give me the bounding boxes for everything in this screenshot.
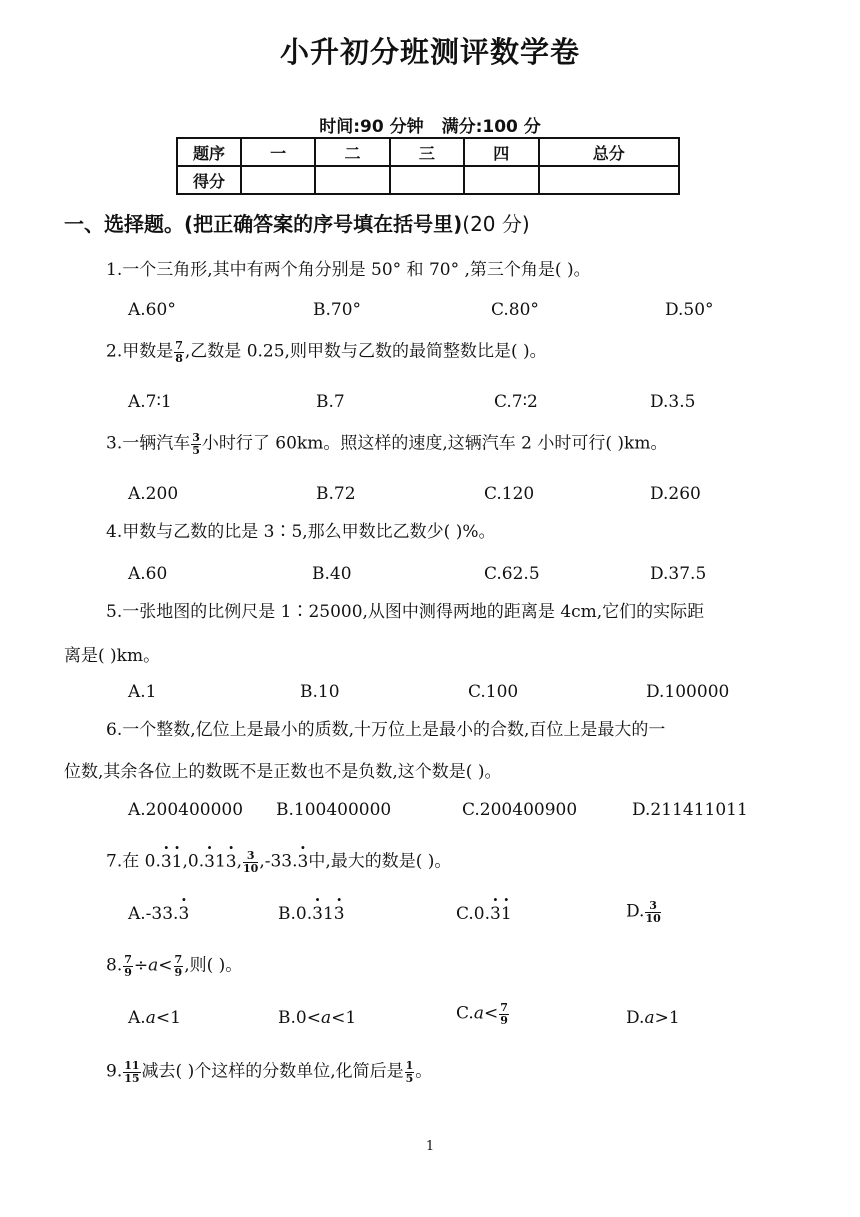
q3-option-a[interactable]: A.200 [128,484,179,504]
q1-option-a[interactable]: A.60° [128,300,176,320]
q2-text-post: ,乙数是 0.25,则甲数与乙数的最简整数比是( )。 [184,341,547,362]
q2-option-d[interactable]: D.3.5 [650,392,696,412]
exam-full-score: 满分:100 分 [441,117,541,137]
page-number: 1 [425,1139,435,1154]
q8-operator: ÷ [133,955,149,976]
fraction [499,1002,509,1026]
score-cell-header: 一 [241,138,315,166]
q8-text-pre: 8. [106,955,123,976]
question-5-line-1: 5.一张地图的比例尺是 1∶25000,从图中测得两地的距离是 4cm,它们的实际距 [106,602,705,622]
question-6-line-2: 位数,其余各位上的数既不是正数也不是负数,这个数是( )。 [64,762,502,782]
exam-info [0,112,860,137]
q5-option-b[interactable]: B.10 [300,682,340,702]
q1-option-c[interactable]: C.80° [491,300,539,320]
q3-option-c[interactable]: C.120 [484,484,535,504]
q9-text-mid: 减去( )个这样的分数单位,化简后是 [141,1061,404,1082]
score-cell-blank[interactable] [539,166,680,194]
repeating-digit: · 3 [312,904,323,924]
fraction-numerator: 7 [175,339,183,352]
repeating-digit: · 1 [501,904,512,924]
q8-operator: < [158,955,173,976]
repeating-digit: · 1 [172,852,183,872]
q9-text-pre: 9. [106,1061,123,1082]
q2-text-pre: 2.甲数是 [106,341,174,362]
fraction-numerator: 11 [124,1059,140,1072]
fraction [174,954,184,978]
score-cell-blank[interactable] [464,166,538,194]
q6-option-d[interactable]: D.211411011 [632,800,748,820]
exam-time: 时间:90 分钟 [319,117,424,137]
option-text: C. [456,1003,474,1024]
question-8 [106,954,242,978]
fraction [191,432,201,456]
option-variable: a [145,1008,156,1028]
q1-option-b[interactable]: B.70° [313,300,362,320]
option-operator: < [483,1003,499,1024]
q3-text-post: 小时行了 60km。照这样的速度,这辆汽车 2 小时可行( )km。 [201,433,668,454]
q7-separator: ,0. [182,851,205,872]
q2-option-b[interactable]: B.7 [316,392,345,412]
section-title: 一、选择题。(把正确答案的序号填在括号里) [64,212,463,236]
fraction [174,340,184,364]
q6-option-b[interactable]: B.100400000 [276,800,392,820]
score-table-header-row [177,138,679,166]
q2-option-c[interactable]: C.7∶2 [494,392,538,412]
q8-option-d[interactable] [626,1008,680,1028]
option-digit: 1 [322,904,334,924]
score-cell-blank[interactable] [315,166,389,194]
q3-option-b[interactable]: B.72 [316,484,356,504]
question-6-line-1: 6.一个整数,亿位上是最小的质数,十万位上是最小的合数,百位上是最大的一 [106,720,666,740]
repeating-digit: · 3 [178,904,189,924]
section-points: (20 分) [462,212,530,236]
option-text: B.0. [278,904,313,924]
option-text: C.0. [456,904,491,924]
fraction-denominator: 5 [192,443,200,457]
score-cell-header: 三 [390,138,464,166]
option-text: D. [626,901,645,922]
fraction [123,1060,140,1084]
fraction [645,900,660,924]
question-1: 1.一个三角形,其中有两个角分别是 50° 和 70° ,第三个角是( )。 [106,260,591,280]
fraction-denominator: 8 [175,351,183,365]
q6-option-a[interactable]: A.200400000 [128,800,244,820]
score-cell-header: 总分 [539,138,680,166]
fraction-numerator: 3 [243,850,258,863]
question-9 [106,1060,432,1084]
question-4: 4.甲数与乙数的比是 3∶5,那么甲数比乙数少( )%。 [106,522,496,542]
q7-text-pre: 7.在 0. [106,851,161,872]
q9-text-post: 。 [415,1061,433,1082]
score-cell-blank[interactable] [390,166,464,194]
q2-option-a[interactable]: A.7∶1 [128,392,172,412]
fraction-numerator: 3 [192,431,200,444]
repeating-digit: · 3 [334,904,345,924]
score-cell-header: 四 [464,138,538,166]
q7-separator: ,-33. [259,851,298,872]
fraction-numerator: 3 [645,900,660,913]
q8-variable: a [148,955,159,976]
fraction-denominator: 9 [174,965,183,979]
fraction [405,1060,415,1084]
q7-text-post: 中,最大的数是( )。 [308,851,452,872]
q5-option-c[interactable]: C.100 [468,682,519,702]
option-text: D. [626,1008,645,1028]
fraction-denominator: 5 [405,1071,414,1085]
fraction-numerator: 7 [174,953,183,966]
option-text: A. [128,1008,146,1028]
fraction-numerator: 7 [124,953,132,966]
option-text: <1 [155,1008,181,1028]
score-cell-label: 得分 [177,166,241,194]
fraction [123,954,133,978]
fraction-denominator: 10 [243,861,259,875]
q3-option-d[interactable]: D.260 [650,484,701,504]
repeating-digit: · 3 [298,852,309,872]
score-table [176,137,680,195]
option-variable: a [320,1008,332,1028]
option-text: >1 [654,1008,680,1028]
repeating-digit: · 3 [490,904,501,924]
q7-option-a[interactable] [128,904,189,924]
section-heading [64,208,530,237]
q7-option-d[interactable] [626,900,662,924]
q4-option-d[interactable]: D.37.5 [650,564,707,584]
q4-option-b[interactable]: B.40 [312,564,352,584]
q8-option-a[interactable] [128,1008,181,1028]
q7-option-c[interactable] [456,904,512,924]
question-5-line-2: 离是( )km。 [64,646,161,666]
exam-title: 小升初分班测评数学卷 [279,35,580,69]
fraction-denominator: 9 [500,1013,508,1027]
fraction [243,850,258,874]
question-3 [106,432,667,456]
fraction-denominator: 10 [645,911,661,925]
q3-text-pre: 3.一辆汽车 [106,433,191,454]
q5-option-a[interactable]: A.1 [128,682,157,702]
q4-option-a[interactable]: A.60 [128,564,168,584]
q7-option-b[interactable] [278,904,345,924]
fraction-denominator: 15 [124,1071,140,1085]
q6-option-c[interactable]: C.200400900 [462,800,578,820]
fraction-numerator: 7 [500,1001,508,1014]
question-2 [106,340,547,364]
repeating-digit: · 3 [204,852,215,872]
q7-digit: 1 [214,851,226,872]
score-cell-header: 二 [315,138,389,166]
q7-separator: , [236,851,243,872]
score-table-score-row [177,166,679,194]
q5-option-d[interactable]: D.100000 [646,682,730,702]
q8-text-post: ,则( )。 [184,955,243,976]
q8-option-b[interactable] [278,1008,356,1028]
repeating-digit: · 3 [161,852,172,872]
q1-option-d[interactable]: D.50° [665,300,714,320]
repeating-digit: · 3 [226,852,237,872]
score-cell-blank[interactable] [241,166,315,194]
q4-option-c[interactable]: C.62.5 [484,564,540,584]
fraction-denominator: 9 [124,965,132,979]
q8-option-c[interactable] [456,1002,510,1026]
option-variable: a [644,1008,655,1028]
option-text: <1 [331,1008,357,1028]
option-text: A.-33. [128,904,179,924]
option-variable: a [473,1003,484,1024]
option-text: B.0< [278,1008,321,1028]
fraction-numerator: 1 [405,1059,414,1072]
question-7 [106,850,451,874]
score-cell-label: 题序 [177,138,241,166]
